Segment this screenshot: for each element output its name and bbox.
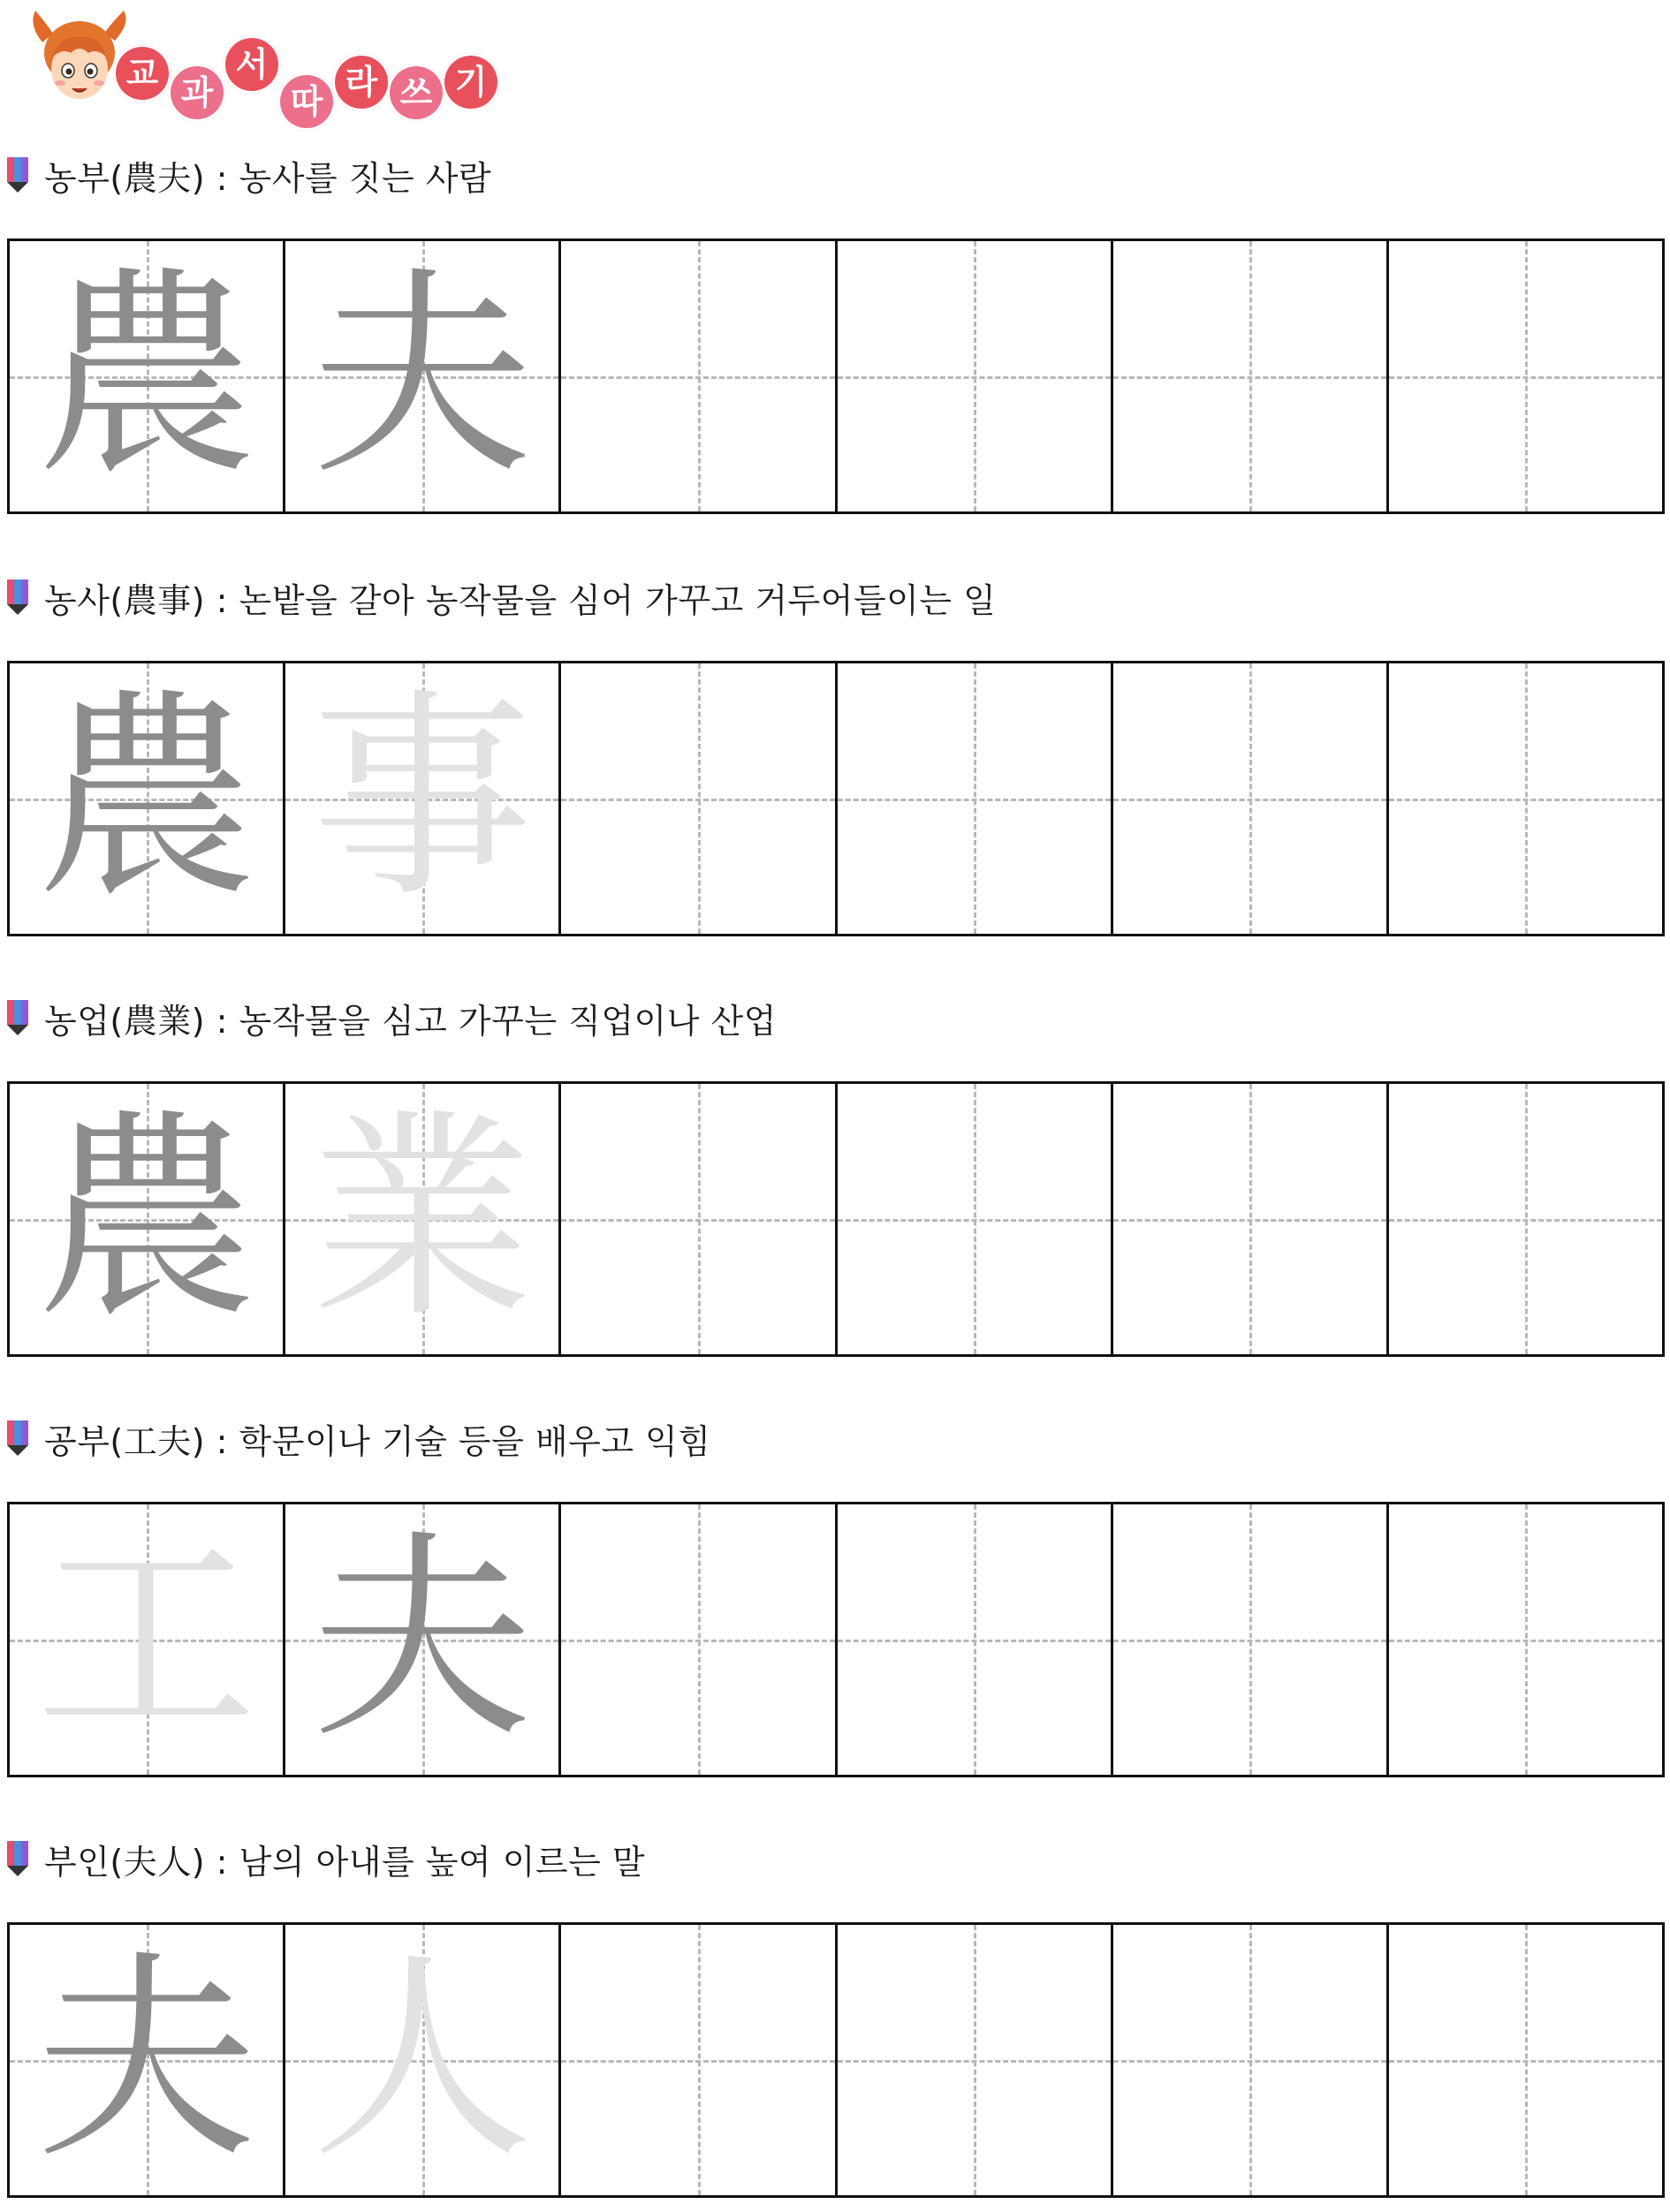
writing-cell[interactable] — [838, 1504, 1113, 1775]
pencil-icon — [5, 155, 30, 194]
pencil-icon — [5, 578, 30, 617]
writing-cell[interactable] — [1113, 241, 1389, 511]
writing-cell[interactable] — [561, 241, 837, 511]
logo-letter-5: 라 — [332, 53, 391, 111]
writing-grid — [7, 1502, 1665, 1777]
pencil-icon — [5, 1839, 30, 1878]
writing-cell[interactable] — [561, 663, 837, 934]
writing-cell[interactable] — [838, 663, 1113, 934]
writing-cell[interactable] — [285, 1925, 561, 2195]
writing-cell[interactable] — [285, 1084, 561, 1354]
writing-cell[interactable] — [10, 1925, 285, 2195]
vocab-definition: 부인(夫人) : 남의 아내를 높여 이르는 말 — [44, 1842, 646, 1882]
writing-cell[interactable] — [561, 1504, 837, 1775]
writing-cell[interactable] — [10, 663, 285, 934]
writing-grid — [7, 661, 1665, 936]
writing-cell[interactable] — [1389, 1925, 1662, 2195]
writing-cell[interactable] — [10, 1084, 285, 1354]
writing-cell[interactable] — [1113, 663, 1389, 934]
writing-cell[interactable] — [1113, 1925, 1389, 2195]
trace-hanja: 農 — [35, 1090, 257, 1347]
vocab-title-row — [0, 1413, 711, 1463]
writing-cell[interactable] — [561, 1925, 837, 2195]
vocab-definition: 농부(農夫) : 농사를 짓는 사람 — [44, 158, 492, 198]
writing-cell[interactable] — [285, 241, 561, 511]
writing-cell[interactable] — [838, 1084, 1113, 1354]
trace-hanja: 工 — [35, 1511, 257, 1768]
trace-hanja: 農 — [35, 247, 257, 504]
writing-cell[interactable] — [1389, 1504, 1662, 1775]
trace-hanja: 農 — [35, 670, 257, 927]
logo-letter-2: 과 — [168, 64, 226, 122]
trace-hanja: 夫 — [311, 247, 533, 504]
worksheet-logo — [27, 7, 486, 122]
writing-cell[interactable] — [838, 241, 1113, 511]
writing-cell[interactable] — [1389, 1084, 1662, 1354]
writing-cell[interactable] — [1113, 1504, 1389, 1775]
writing-grid — [7, 1922, 1665, 2198]
writing-cell[interactable] — [1389, 663, 1662, 934]
pencil-icon — [5, 1419, 30, 1458]
writing-cell[interactable] — [285, 663, 561, 934]
writing-cell[interactable] — [1113, 1084, 1389, 1354]
vocab-definition: 농사(農事) : 논밭을 갈아 농작물을 심어 가꾸고 거두어들이는 일 — [44, 580, 997, 620]
vocab-title-row — [0, 993, 777, 1042]
logo-letter-6: 쓰 — [387, 64, 445, 122]
writing-cell[interactable] — [1389, 241, 1662, 511]
vocab-title-row — [0, 1834, 645, 1883]
writing-grid — [7, 239, 1665, 514]
trace-hanja: 夫 — [311, 1511, 533, 1768]
writing-cell[interactable] — [285, 1504, 561, 1775]
writing-cell[interactable] — [561, 1084, 837, 1354]
logo-letter-1: 교 — [113, 44, 171, 102]
logo-letter-7: 기 — [442, 53, 500, 111]
vocab-title-row — [0, 150, 491, 200]
pencil-icon — [5, 998, 30, 1037]
vocab-definition: 공부(工夫) : 학문이나 기술 등을 배우고 익힘 — [44, 1421, 711, 1461]
writing-cell[interactable] — [838, 1925, 1113, 2195]
trace-hanja: 業 — [311, 1090, 533, 1347]
vocab-title-row — [0, 572, 996, 622]
vocab-definition: 농업(農業) : 농작물을 심고 가꾸는 직업이나 산업 — [44, 1001, 777, 1041]
trace-hanja: 事 — [311, 670, 533, 927]
trace-hanja: 夫 — [35, 1931, 257, 2188]
logo-letter-3: 서 — [223, 35, 281, 94]
writing-cell[interactable] — [10, 241, 285, 511]
trace-hanja: 人 — [311, 1931, 533, 2188]
writing-cell[interactable] — [10, 1504, 285, 1775]
writing-grid — [7, 1081, 1665, 1357]
logo-letter-4: 따 — [277, 72, 336, 131]
